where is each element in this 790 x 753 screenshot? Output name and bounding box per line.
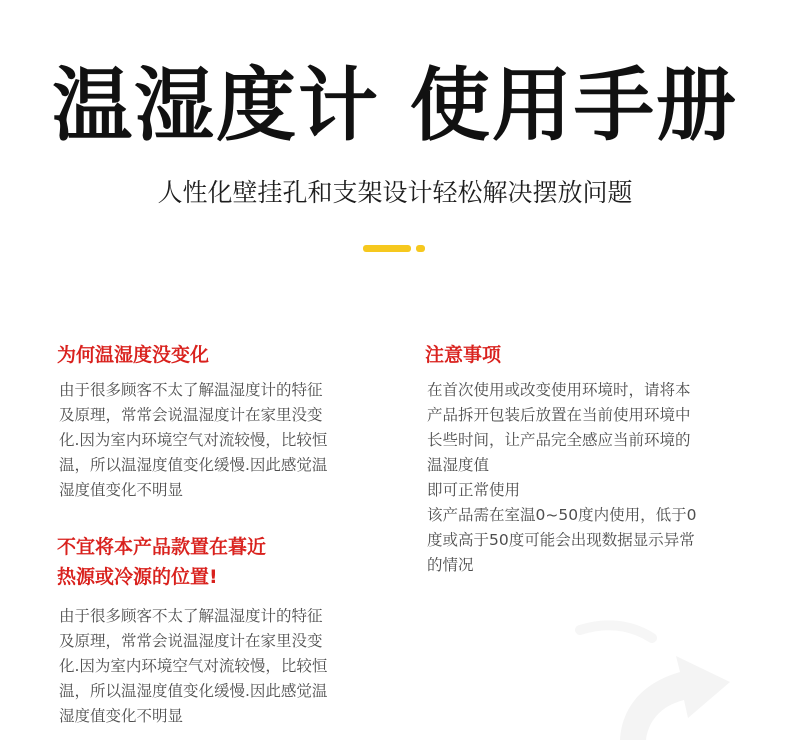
section-body-humidity-change: 由于很多顾客不太了解温湿度计的特征 及原理，常常会说温湿度计在家里没变 化.因为室内环境空气对流较慢，比较恒 温，所以温湿度值变化缓慢.因此感觉温 湿度值变化不明显 <box>59 381 328 499</box>
section-heading-placement-line1: 不宜将本产品款置在暮近 <box>57 536 267 558</box>
section-heading-humidity-change: 为何温湿度没变化 <box>57 344 210 366</box>
background-arrow-decoration <box>560 610 740 750</box>
title-divider-short <box>416 245 425 252</box>
page-title: 温湿度计 使用手册 <box>52 59 738 152</box>
section-body-notes: 在首次使用或改变使用环境时，请将本 产品拆开包装后放置在当前使用环境中 长些时间，让产品完全感应当前环境的 温湿度值 即可正常使用 该产品需在室温0~50度内使用，低于0 度或高于50度可能会出现数据显示异常 的情况 <box>427 381 697 574</box>
section-heading-placement-line2: 热源或冷源的位置! <box>57 566 218 588</box>
section-body-placement: 由于很多顾客不太了解温湿度计的特征 及原理，常常会说温湿度计在家里没变 化.因为室内环境空气对流较慢，比较恒 温，所以温湿度值变化缓慢.因此感觉温 湿度值变化不明显 <box>59 607 328 725</box>
title-divider-long <box>363 245 411 252</box>
page-subtitle: 人性化壁挂孔和支架设计轻松解决摆放问题 <box>157 178 633 207</box>
section-heading-notes: 注意事项 <box>425 344 502 366</box>
